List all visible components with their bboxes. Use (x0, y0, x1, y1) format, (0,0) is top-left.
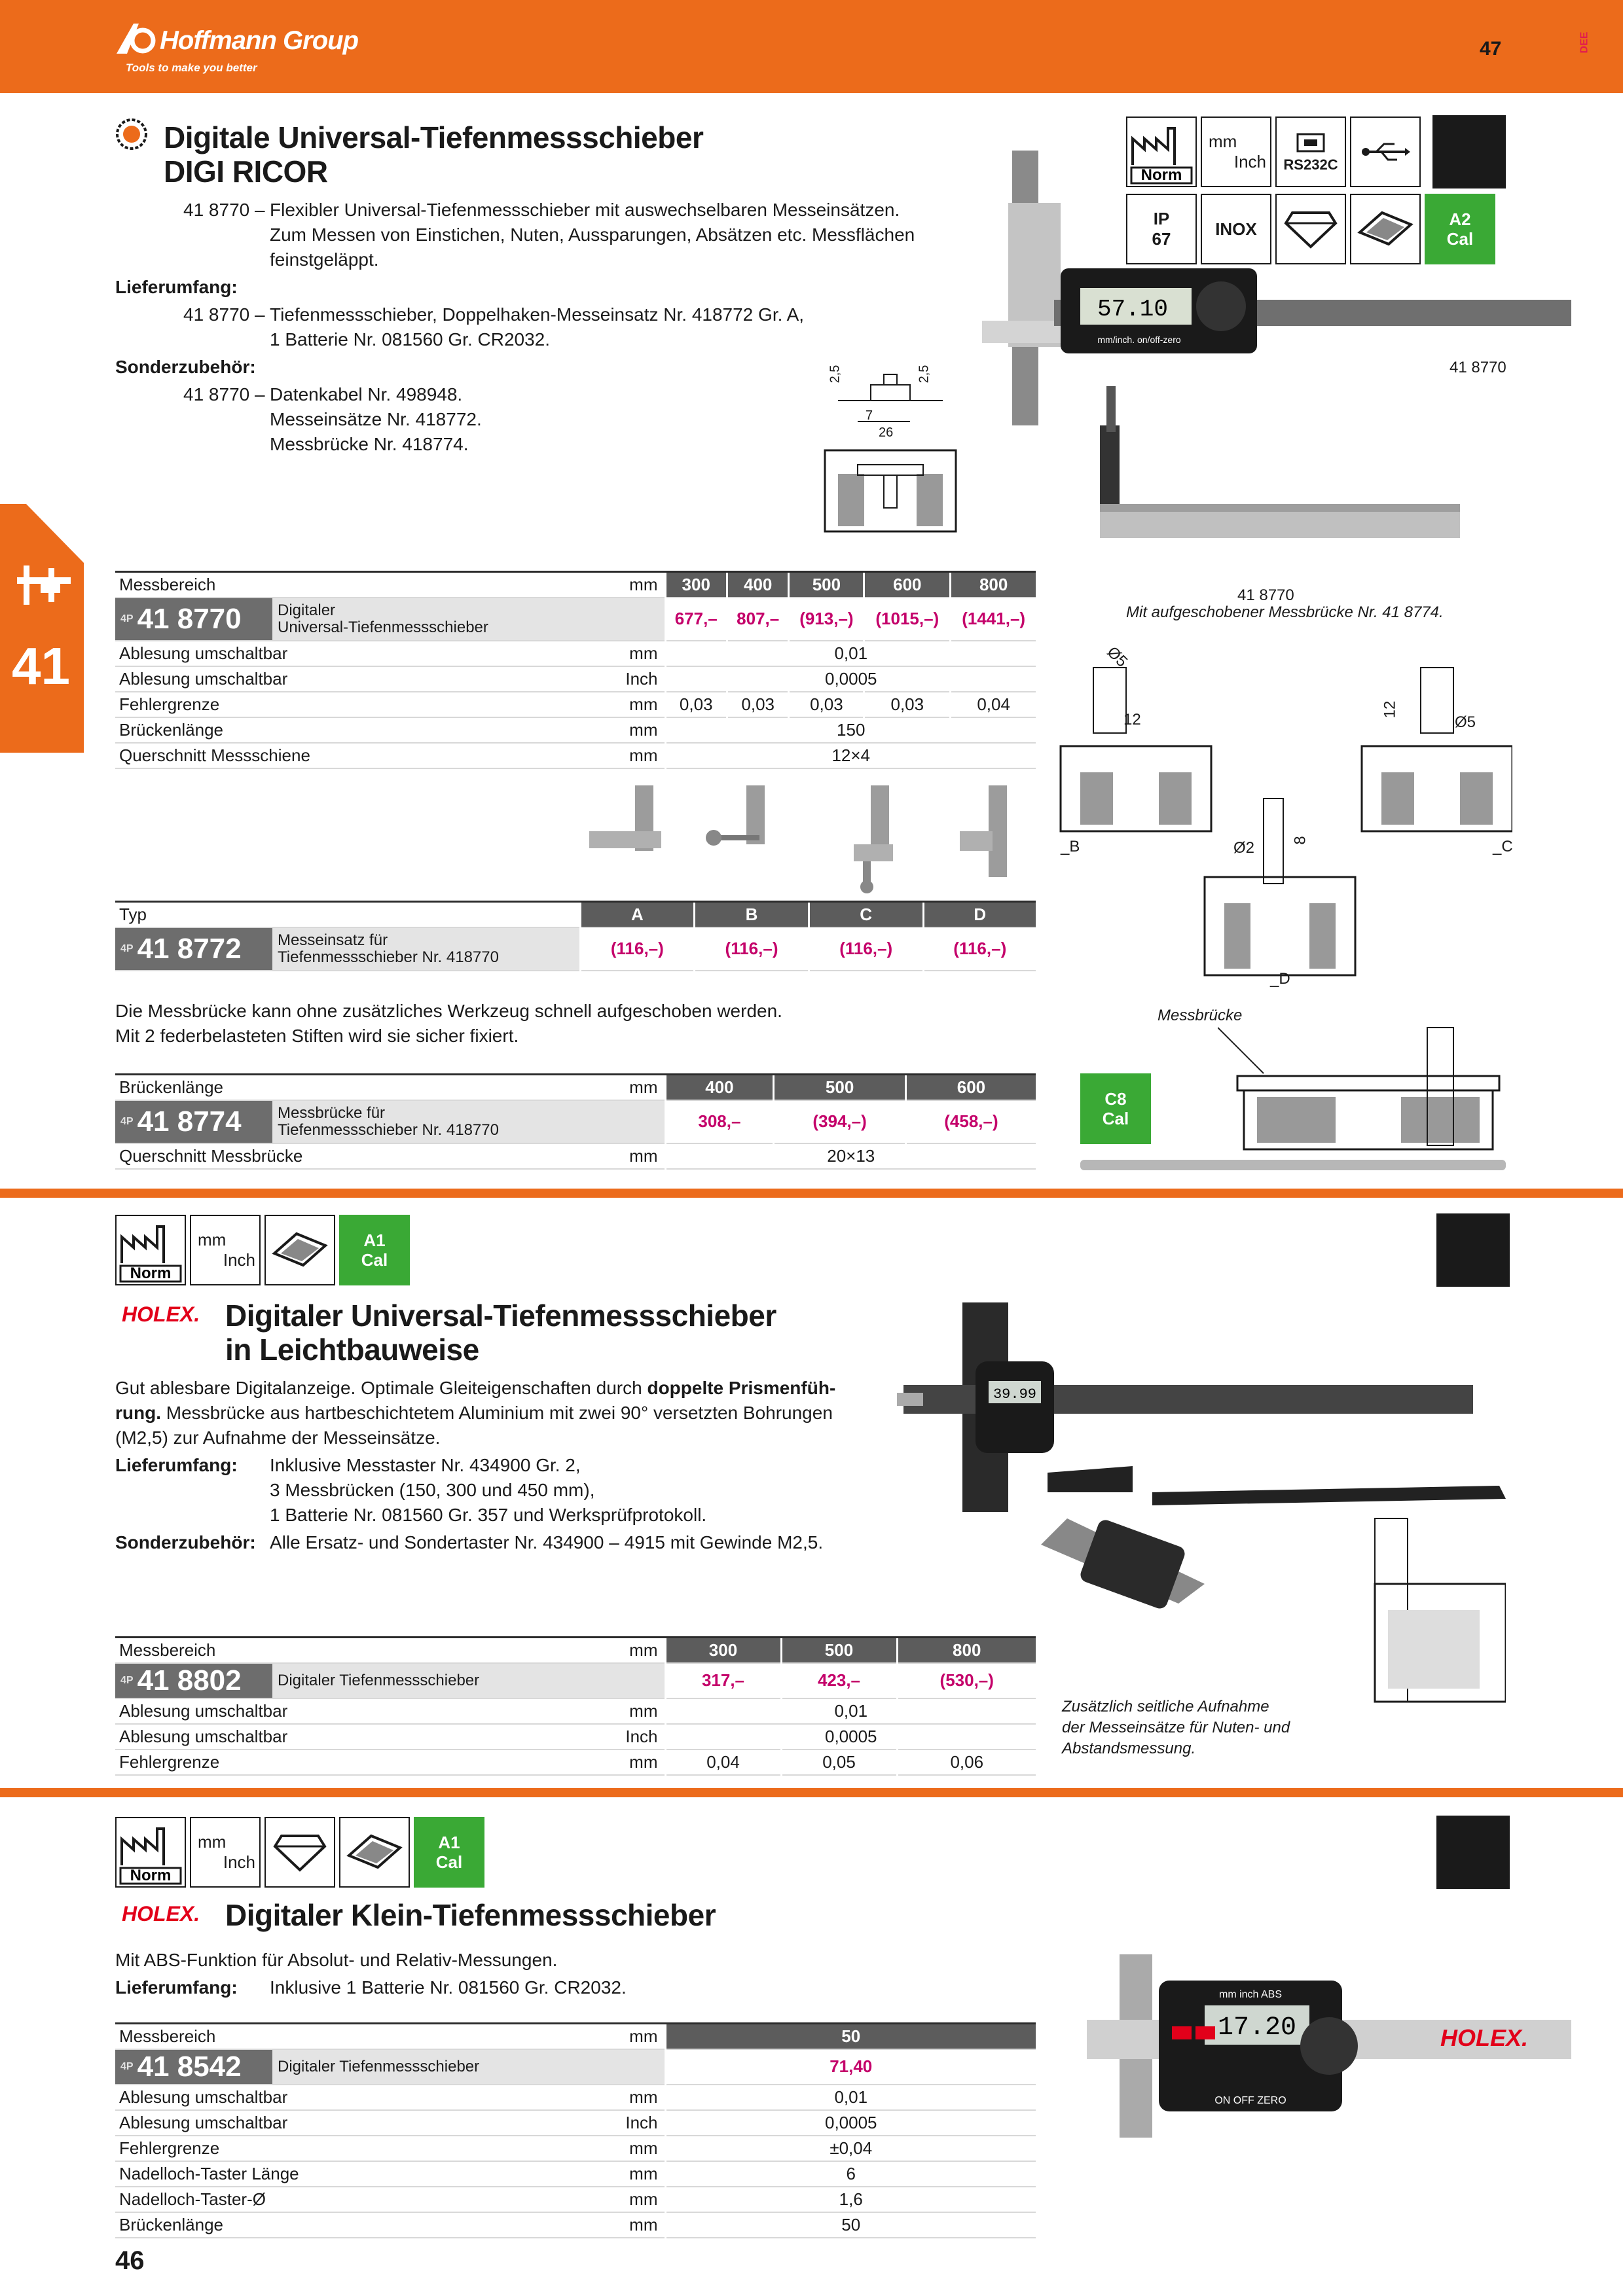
holex-logo: HOLEX. (122, 1302, 200, 1326)
inch-text: Inch (1233, 152, 1266, 171)
dis-marker: 4P (120, 1115, 134, 1127)
sonderzubehoer-line: Datenkabel Nr. 498948. (270, 384, 463, 404)
insert-technical-drawings (1054, 641, 1512, 1008)
table-header-value: 400 (727, 572, 788, 598)
row-label: Nadelloch-Taster Länge (115, 2161, 547, 2187)
row-unit: mm (547, 1749, 665, 1775)
table-header-value: 400 (665, 1075, 774, 1100)
row-unit: mm (547, 1143, 665, 1169)
row-label: Fehlergrenze (115, 1749, 547, 1775)
spec-table-418774 (115, 1073, 1036, 1170)
dim-label: 2,5 (917, 365, 932, 384)
article-number: 41 8542 (137, 2050, 242, 2083)
price: (1015,–) (864, 598, 951, 641)
mm-text: mm (198, 1230, 227, 1249)
row-label: Nadelloch-Taster-Ø (115, 2187, 547, 2212)
norm-icon (115, 1215, 186, 1285)
table-header-label: Messbereich (115, 572, 547, 598)
row-label: Ablesung umschaltbar (115, 2110, 547, 2136)
cal-class: C8 (1104, 1089, 1127, 1109)
table-header-value: 300 (665, 1638, 781, 1663)
row-value: 0,0005 (665, 2110, 1036, 2136)
inch-text: Inch (223, 1852, 255, 1872)
caption-line: der Messeinsätze für Nuten- und (1062, 1719, 1290, 1736)
sonderzubehoer-article: 41 8770 – (183, 384, 265, 404)
dis-marker: 4P (120, 1674, 134, 1686)
lapped-surface-icon (264, 1215, 335, 1285)
article-desc: Digitaler (278, 601, 336, 619)
dim-label: 7 (866, 408, 873, 423)
cal-class: A2 (1449, 209, 1471, 229)
section-separator (0, 1788, 1623, 1797)
diamond-icon (264, 1817, 335, 1888)
article-desc: Digitaler Tiefenmessschieber (272, 2050, 665, 2084)
small-caliper-brand: HOLEX. (1440, 2024, 1529, 2051)
mm-inch-icon (190, 1817, 261, 1888)
article-number: 41 8772 (137, 932, 242, 965)
desc-text: Gut ablesbare Digitalanzeige. Optimale Gleiteigenschaften durch (115, 1378, 647, 1398)
ip-rating-text: 67 (1152, 229, 1171, 249)
row-value: 0,04 (665, 1749, 781, 1775)
row-unit: mm (547, 2187, 665, 2212)
row-label: Ablesung umschaltbar (115, 2085, 547, 2110)
spec-table-418770 (115, 571, 1036, 769)
row-value: 0,01 (665, 1698, 1036, 1724)
caliper-display-caption: mm/inch. on/off-zero (1097, 334, 1181, 345)
cal-class: A1 (363, 1230, 386, 1250)
mm-text: mm (198, 1832, 227, 1852)
table-header-value: B (695, 902, 809, 927)
section2-title: Digitaler Universal-Tiefenmessschieber (225, 1299, 776, 1333)
table-header-unit: mm (547, 572, 665, 598)
brand-tagline: Tools to make you better (126, 62, 257, 74)
dis-marker: 4P (120, 2060, 134, 2072)
table-header-value: 800 (897, 1638, 1036, 1663)
qr-code-icon[interactable] (1436, 1213, 1510, 1287)
digi-ricor-badge-icon (115, 118, 148, 151)
table-header-label: Messbereich (115, 1638, 547, 1663)
row-value: 150 (665, 717, 1036, 743)
row-value: 0,03 (727, 692, 788, 717)
price: (458,–) (905, 1100, 1036, 1143)
table-header-value: C (809, 902, 923, 927)
lieferumfang-line: 1 Batterie Nr. 081560 Gr. CR2032. (270, 329, 551, 350)
section3-desc: Mit ABS-Funktion für Absolut- und Relativ-Messungen. (115, 1950, 558, 1970)
page-number: 47 (1480, 38, 1502, 60)
cal-text: Cal (361, 1250, 388, 1270)
table-header-unit: mm (547, 2024, 665, 2049)
row-value: 0,0005 (665, 666, 1036, 692)
lieferumfang-article: 41 8770 – (183, 304, 265, 325)
row-value: 0,0005 (665, 1724, 1036, 1749)
lapped-surface-icon (339, 1817, 410, 1888)
desc-text: Messbrücke aus hartbeschichtetem Aluminium mit zwei 90° versetzten Bohrungen (161, 1403, 833, 1423)
price: (116,–) (923, 927, 1036, 971)
norm-text: Norm (1140, 166, 1182, 184)
article-number-cell (115, 598, 272, 640)
rs232-text: RS232C (1283, 156, 1338, 173)
dim-label: Ø5 (1455, 713, 1476, 731)
bridge-label: Messbrücke (1158, 1007, 1243, 1024)
norm-text: Norm (130, 1265, 172, 1282)
cal-text: Cal (1102, 1109, 1129, 1128)
small-caliper-image (1074, 1948, 1584, 2144)
section1-title: Digitale Universal-Tiefenmessschieber (164, 120, 704, 154)
price: 317,– (665, 1663, 781, 1698)
price: 71,40 (665, 2049, 1036, 2085)
price: (116,–) (580, 927, 695, 971)
sonderzubehoer-line: Messbrücke Nr. 418774. (270, 434, 469, 454)
table-header-value: 600 (864, 572, 951, 598)
table-header-unit: mm (547, 1638, 665, 1663)
row-value: 20×13 (665, 1143, 1036, 1169)
row-value: 0,01 (665, 641, 1036, 666)
desc-line: Flexibler Universal-Tiefenmessschieber mit auswechselbaren Messeinsätzen. (270, 200, 900, 220)
holex-display-value: 39.99 (993, 1386, 1037, 1403)
article-number-cell (115, 1664, 272, 1698)
row-unit: mm (547, 717, 665, 743)
table-header-value: A (580, 902, 695, 927)
dis-marker: 4P (120, 942, 134, 954)
table-header-unit: mm (547, 1075, 665, 1100)
row-unit: mm (547, 2085, 665, 2110)
row-label: Querschnitt Messbrücke (115, 1143, 547, 1169)
article-number: 41 8770 (137, 602, 242, 635)
row-label: Ablesung umschaltbar (115, 641, 547, 666)
cal-class: A1 (438, 1833, 460, 1852)
insert-label: _B (1061, 838, 1080, 855)
bridge-rail-image (1080, 1160, 1506, 1170)
lieferumfang-line: 1 Batterie Nr. 081560 Gr. 357 und Werksprüfprotokoll. (270, 1505, 707, 1525)
row-unit: mm (547, 1698, 665, 1724)
cal-text: Cal (435, 1852, 463, 1872)
caption-line: Abstandsmessung. (1062, 1740, 1196, 1757)
hoffmann-logo-icon (117, 21, 156, 56)
lieferumfang-line: Inklusive Messtaster Nr. 434900 Gr. 2, (270, 1455, 581, 1475)
row-unit: mm (547, 2212, 665, 2238)
image-label: 41 8770 (1450, 359, 1506, 376)
caption-line: Zusätzlich seitliche Aufnahme (1062, 1698, 1269, 1715)
dim-label: Ø2 (1233, 839, 1255, 857)
lieferumfang-text: Inklusive 1 Batterie Nr. 081560 Gr. CR2032. (270, 1977, 627, 1998)
holex-logo: HOLEX. (122, 1902, 200, 1926)
row-value: 0,04 (951, 692, 1036, 717)
desc-bold: doppelte Prismenfüh- (647, 1378, 836, 1398)
price: 308,– (665, 1100, 774, 1143)
norm-text: Norm (130, 1867, 172, 1884)
article-desc: Tiefenmessschieber Nr. 418770 (278, 1121, 499, 1139)
row-label: Brückenlänge (115, 2212, 547, 2238)
desc-bold: rung. (115, 1403, 161, 1423)
desc-article: 41 8770 – (183, 200, 265, 220)
dim-label: 8 (1291, 836, 1309, 845)
lieferumfang-label: Lieferumfang: (115, 277, 238, 297)
section2-desc (115, 1376, 875, 1401)
row-label: Brückenlänge (115, 717, 547, 743)
section2-subtitle: in Leichtbauweise (225, 1333, 479, 1367)
row-unit: mm (547, 2136, 665, 2161)
article-number-cell (115, 1101, 272, 1143)
caliper-display-value: 57.10 (1097, 296, 1169, 323)
row-unit: mm (547, 641, 665, 666)
cal-a1-badge (414, 1817, 484, 1888)
table-header-value: 600 (905, 1075, 1036, 1100)
inch-text: Inch (223, 1250, 255, 1270)
row-unit: mm (547, 743, 665, 768)
dimension-sketch (818, 359, 969, 534)
row-value: 0,05 (781, 1749, 897, 1775)
row-value: 0,03 (864, 692, 951, 717)
section-separator (0, 1189, 1623, 1198)
image-label: 41 8770 (1237, 586, 1294, 604)
price: (530,–) (897, 1663, 1036, 1698)
article-number-cell (115, 2050, 272, 2084)
dim-label: 12 (1381, 700, 1399, 719)
row-label: Ablesung umschaltbar (115, 1698, 547, 1724)
language-code: DEE (1578, 31, 1590, 54)
row-unit: Inch (547, 666, 665, 692)
row-value: 6 (665, 2161, 1036, 2187)
lieferumfang-label: Lieferumfang: (115, 1977, 238, 1998)
price: (1441,–) (951, 598, 1036, 641)
row-value: 1,6 (665, 2187, 1036, 2212)
section2-desc: (M2,5) zur Aufnahme der Messeinsätze. (115, 1427, 441, 1448)
price: (116,–) (809, 927, 923, 971)
image-caption: Mit aufgeschobener Messbrücke Nr. 41 8774. (1126, 603, 1444, 621)
sonderzubehoer-line: Messeinsätze Nr. 418772. (270, 409, 482, 429)
article-desc: Messbrücke für (278, 1103, 386, 1122)
lieferumfang-line: 3 Messbrücken (150, 300 und 450 mm), (270, 1480, 595, 1500)
lieferumfang-line: Tiefenmessschieber, Doppelhaken-Messeinsatz Nr. 418772 Gr. A, (270, 304, 805, 325)
row-value: 50 (665, 2212, 1036, 2238)
footer-page-number: 46 (115, 2246, 145, 2275)
row-value: ±0,04 (665, 2136, 1036, 2161)
row-label: Fehlergrenze (115, 2136, 547, 2161)
caliper-chapter-icon (14, 563, 73, 609)
cal-c8-badge (1080, 1073, 1151, 1144)
cal-a1-badge (339, 1215, 410, 1285)
chapter-tab (0, 504, 84, 753)
price: 423,– (781, 1663, 897, 1698)
table-header-label: Brückenlänge (115, 1075, 547, 1100)
article-number: 41 8802 (137, 1664, 242, 1696)
price: (913,–) (789, 598, 864, 641)
table-header-label: Messbereich (115, 2024, 547, 2049)
article-number-cell (115, 928, 272, 970)
article-desc: Digitaler Tiefenmessschieber (272, 1664, 665, 1698)
small-display-bottom: ON OFF ZERO (1214, 2095, 1286, 2106)
spec-table-418772 (115, 901, 1036, 971)
brand-name: Hoffmann Group (160, 26, 359, 55)
section2-desc (115, 1401, 875, 1426)
bridge-note: Die Messbrücke kann ohne zusätzliches Werkzeug schnell aufgeschoben werden. (115, 1001, 782, 1021)
row-unit: Inch (547, 1724, 665, 1749)
price: 677,– (665, 598, 727, 641)
measuring-inserts-image (583, 779, 1041, 897)
row-label: Ablesung umschaltbar (115, 666, 547, 692)
row-value: 0,06 (897, 1749, 1036, 1775)
price: (394,–) (774, 1100, 906, 1143)
article-desc: Tiefenmessschieber Nr. 418770 (278, 948, 499, 966)
sonderzubehoer-label: Sonderzubehör: (115, 1532, 256, 1552)
side-mount-drawing (1362, 1505, 1506, 1708)
row-unit: Inch (547, 2110, 665, 2136)
row-label: Ablesung umschaltbar (115, 1724, 547, 1749)
cal-text: Cal (1446, 229, 1474, 249)
article-number: 41 8774 (137, 1105, 242, 1138)
table-header-value: 300 (665, 572, 727, 598)
lieferumfang-label: Lieferumfang: (115, 1455, 238, 1475)
insert-label: _C (1493, 838, 1513, 855)
article-desc: Universal-Tiefenmessschieber (278, 618, 488, 636)
row-label: Fehlergrenze (115, 692, 547, 717)
table-header-value: 500 (789, 572, 864, 598)
bridge-drawing (1218, 1021, 1512, 1158)
row-label: Querschnitt Messschiene (115, 743, 547, 768)
table-header-label: Typ (115, 902, 580, 927)
table-header-value: D (923, 902, 1036, 927)
row-unit: mm (547, 692, 665, 717)
desc-line: Zum Messen von Einstichen, Nuten, Aussparungen, Absätzen etc. Messflächen (270, 224, 915, 245)
row-unit: mm (547, 2161, 665, 2187)
desc-line: feinstgeläppt. (270, 249, 379, 270)
article-desc: Messeinsatz für (278, 931, 388, 949)
dis-marker: 4P (120, 613, 134, 624)
row-value: 0,03 (789, 692, 864, 717)
section3-title: Digitaler Klein-Tiefenmessschieber (225, 1898, 716, 1932)
insert-label: _D (1270, 970, 1290, 988)
table-header-value: 50 (665, 2024, 1036, 2049)
table-header-value: 800 (951, 572, 1036, 598)
mm-inch-icon (190, 1215, 261, 1285)
price: (116,–) (695, 927, 809, 971)
sonderzubehoer-text: Alle Ersatz- und Sondertaster Nr. 434900 – 4915 mit Gewinde M2,5. (270, 1532, 824, 1552)
bridge-note: Mit 2 federbelasteten Stiften wird sie sicher fixiert. (115, 1026, 519, 1046)
small-display-value: 17.20 (1217, 2013, 1297, 2043)
chapter-number: 41 (12, 637, 70, 695)
qr-code-icon[interactable] (1436, 1816, 1510, 1889)
sonderzubehoer-label: Sonderzubehör: (115, 357, 256, 377)
row-value: 12×4 (665, 743, 1036, 768)
price: 807,– (727, 598, 788, 641)
ip-text: IP (1153, 209, 1170, 228)
dim-label: 2,5 (828, 365, 843, 384)
mm-text: mm (1209, 132, 1237, 151)
dim-label: Ø5 (1103, 643, 1131, 671)
inox-icon: INOX (1201, 194, 1271, 264)
spec-table-418542 (115, 2022, 1036, 2238)
table-header-value: 500 (781, 1638, 897, 1663)
row-value: 0,03 (665, 692, 727, 717)
spec-table-418802 (115, 1636, 1036, 1776)
row-value: 0,01 (665, 2085, 1036, 2110)
section1-subtitle: DIGI RICOR (164, 154, 328, 188)
table-header-value: 500 (774, 1075, 906, 1100)
dim-label: 12 (1123, 711, 1141, 728)
dim-label: 26 (879, 425, 894, 440)
norm-icon (115, 1817, 186, 1888)
small-display-top: mm inch ABS (1218, 1989, 1283, 2000)
